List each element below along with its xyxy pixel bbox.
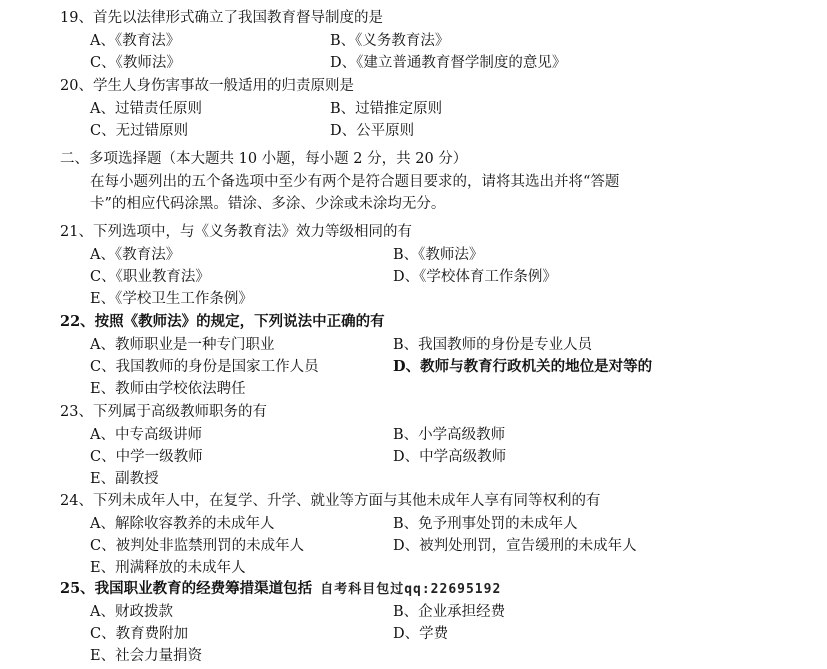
question-21-option-c: C、《职业教育法》 <box>90 269 210 285</box>
question-20-option-d: D、公平原则 <box>330 123 415 139</box>
question-24-stem: 24、下列未成年人中，在复学、升学、就业等方面与其他未成年人享有同等权利的有 <box>60 493 601 509</box>
section-2-instructions-line1: 在每小题列出的五个备选项中至少有两个是符合题目要求的，请将其选出并将“答题 <box>90 174 620 190</box>
question-23-option-a: A、中专高级讲师 <box>90 427 202 443</box>
question-22-option-c: C、我国教师的身份是国家工作人员 <box>90 359 319 375</box>
question-19-option-d: D、《建立普通教育督学制度的意见》 <box>330 55 567 71</box>
question-25-option-e: E、社会力量捐资 <box>90 648 203 664</box>
question-22-option-b: B、我国教师的身份是专业人员 <box>393 337 593 353</box>
question-23-option-e: E、副教授 <box>90 471 159 487</box>
question-20-option-c: C、无过错原则 <box>90 123 189 139</box>
question-24-option-b: B、免予刑事处罚的未成年人 <box>393 516 578 532</box>
question-23-option-b: B、小学高级教师 <box>393 427 506 443</box>
watermark-text: 自考科目包过qq:22695192 <box>320 582 502 597</box>
section-2-instructions-line2: 卡”的相应代码涂黑。错涂、多涂、少涂或未涂均无分。 <box>90 196 446 212</box>
question-24-option-d: D、被判处刑罚，宣告缓刑的未成年人 <box>393 538 637 554</box>
question-19-stem: 19、首先以法律形式确立了我国教育督导制度的是 <box>60 10 383 26</box>
question-23-option-d: D、中学高级教师 <box>393 449 507 465</box>
question-25-option-c: C、教育费附加 <box>90 626 189 642</box>
question-22-option-a: A、教师职业是一种专门职业 <box>90 337 275 353</box>
question-19-option-a: A、《教育法》 <box>90 33 181 49</box>
question-20-option-b: B、过错推定原则 <box>330 101 443 117</box>
question-25-stem: 25、我国职业教育的经费筹措渠道包括 <box>60 580 313 597</box>
question-19-option-b: B、《义务教育法》 <box>330 33 450 49</box>
question-23-option-c: C、中学一级教师 <box>90 449 203 465</box>
question-20-stem: 20、学生人身伤害事故一般适用的归责原则是 <box>60 78 354 94</box>
question-19-option-c: C、《教师法》 <box>90 55 181 71</box>
question-23-stem: 23、下列属于高级教师职务的有 <box>60 404 267 420</box>
section-2-title: 二、多项选择题（本大题共 10 小题，每小题 2 分，共 20 分） <box>60 151 468 167</box>
question-24-option-e: E、刑满释放的未成年人 <box>90 560 246 576</box>
question-21-stem: 21、下列选项中，与《义务教育法》效力等级相同的有 <box>60 224 412 240</box>
question-25-option-b: B、企业承担经费 <box>393 604 506 620</box>
question-21-option-a: A、《教育法》 <box>90 247 181 263</box>
question-21-option-d: D、《学校体育工作条例》 <box>393 269 557 285</box>
question-25-row <box>60 579 501 600</box>
question-22-stem: 22、按照《教师法》的规定，下列说法中正确的有 <box>60 313 385 330</box>
question-24-option-c: C、被判处非监禁刑罚的未成年人 <box>90 538 305 554</box>
question-24-option-a: A、解除收容教养的未成年人 <box>90 516 275 532</box>
question-22-option-d: D、教师与教育行政机关的地位是对等的 <box>393 358 653 375</box>
question-21-option-b: B、《教师法》 <box>393 247 484 263</box>
question-25-option-a: A、财政拨款 <box>90 604 173 620</box>
question-22-option-e: E、教师由学校依法聘任 <box>90 381 246 397</box>
question-21-option-e: E、《学校卫生工作条例》 <box>90 291 253 307</box>
question-25-option-d: D、学费 <box>393 626 449 642</box>
question-20-option-a: A、过错责任原则 <box>90 101 202 117</box>
